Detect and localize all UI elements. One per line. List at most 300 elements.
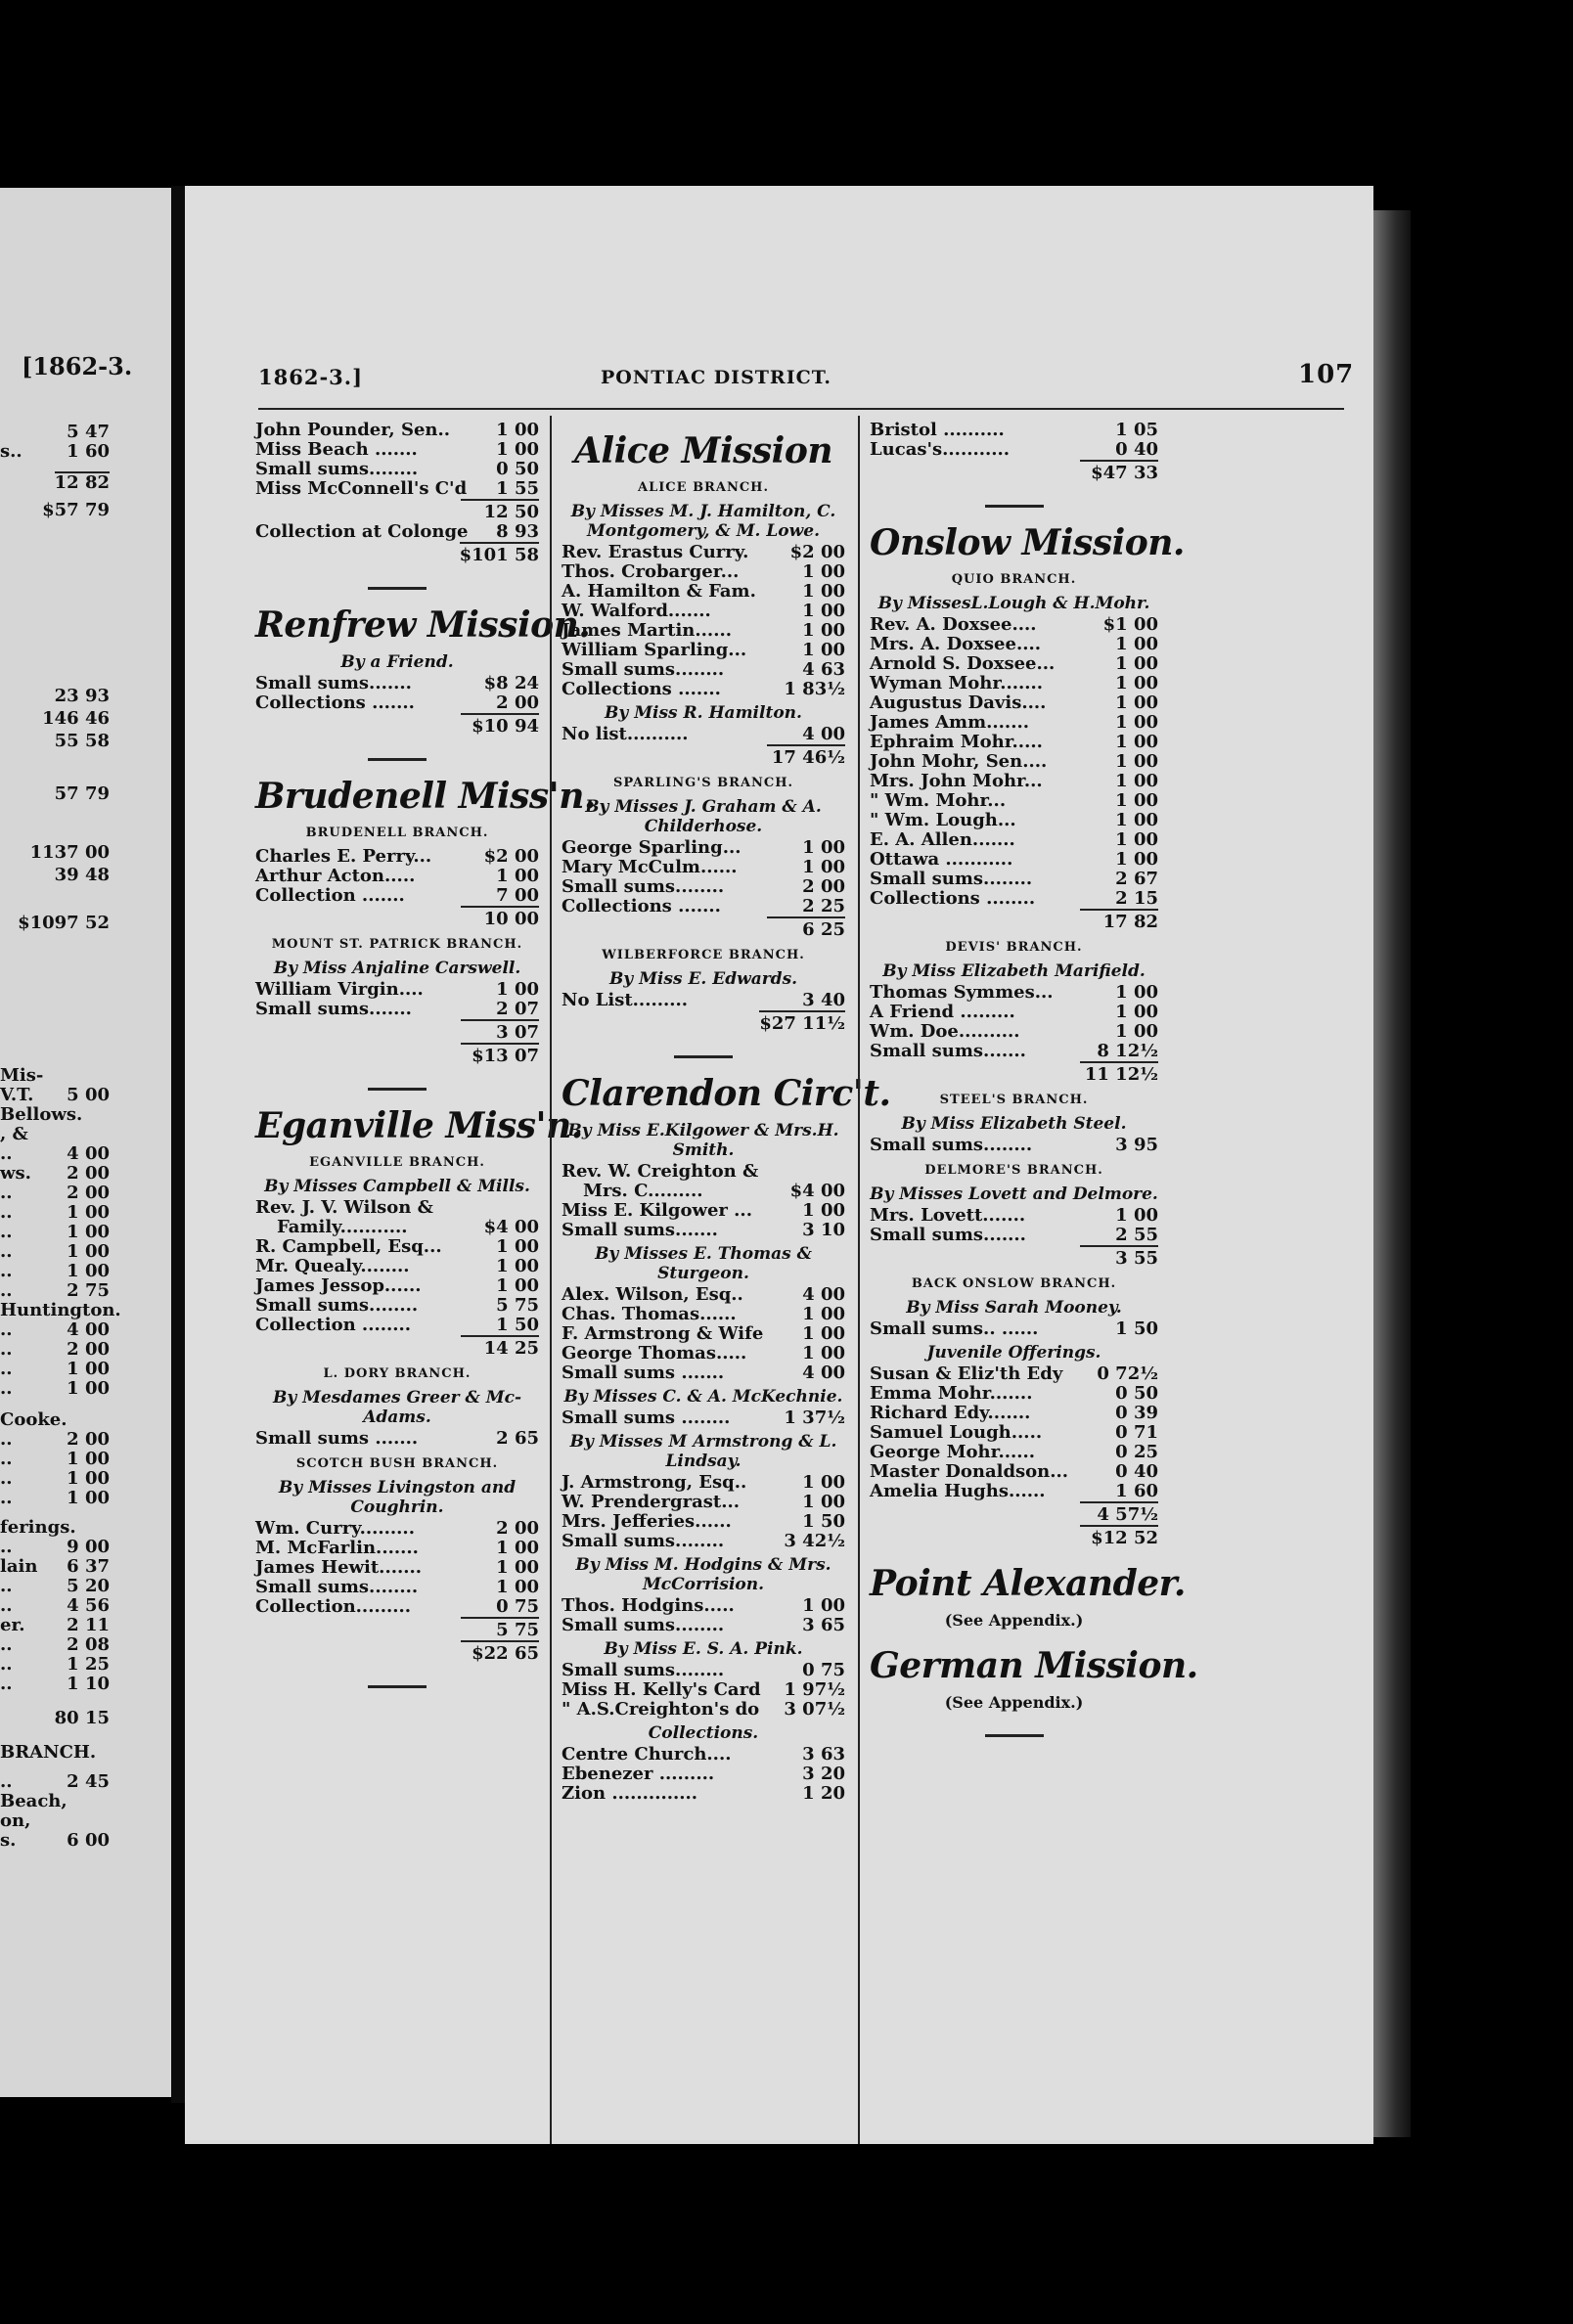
left-page-line [0,471,110,493]
left-page-line [0,1489,110,1508]
entry-amount: 2 00 [496,693,539,713]
entry-amount: 1 00 [1115,810,1158,830]
subtotal-amount: 5 75 [461,1617,539,1640]
entry-name: Ebenezer ......... [562,1764,715,1784]
entry-row [870,421,1158,440]
entry-amount: 5 75 [496,1295,539,1316]
entry-amount: 1 20 [802,1783,845,1804]
branch-heading: BACK ONSLOW BRANCH. [911,1276,1117,1291]
left-line-text: lain [0,1556,38,1577]
left-page-line [0,1410,110,1430]
entry-name: Small sums....... [870,1225,1026,1245]
collector-line: By a Friend. [340,652,454,672]
entry-amount: 1 00 [1115,634,1158,654]
entry-amount: 1 00 [1115,982,1158,1003]
entry-name: Collections ....... [255,693,415,713]
entry-amount: 1 00 [802,837,845,858]
entry-name: Miss H. Kelly's Card [562,1679,761,1700]
branch-heading: STEEL'S BRANCH. [939,1093,1089,1107]
subtotal-row [562,744,845,768]
left-line-value: 2 00 [67,1429,110,1450]
mission-title: Clarendon Circ't. [562,1073,891,1114]
left-line-text: s. [0,1830,17,1851]
entry-name: Wyman Mohr....... [870,673,1044,693]
subtotal-amount: $13 07 [461,1043,539,1066]
entry-amount: 0 40 [1115,439,1158,460]
entry-amount: 1 00 [802,857,845,877]
subtotal-row [562,1010,845,1034]
entry-amount: 1 00 [496,979,539,1000]
entry-amount: $8 24 [483,673,539,693]
left-line-value: 12 82 [54,472,110,493]
branch-heading: BRUDENELL BRANCH. [305,826,489,840]
left-page-line [0,1450,110,1469]
mission-title: Eganville Miss'n. [255,1105,583,1146]
subtotal-amount: 3 07 [461,1019,539,1043]
entry-row [255,847,539,867]
left-page-line [0,1709,110,1728]
left-line-value: 4 56 [67,1595,110,1616]
entry-name: Zion .............. [562,1783,698,1804]
entry-name: William Virgin.... [255,979,424,1000]
appendix-note: (See Appendix.) [944,1693,1084,1712]
entry-row [255,1218,539,1237]
branch-heading: QUIO BRANCH. [951,572,1077,587]
left-line-value: 1 00 [67,1202,110,1223]
entry-name: Arnold S. Doxsee... [870,653,1056,674]
entry-amount: 8 12½ [1097,1041,1158,1061]
entry-name: Susan & Eliz'th Edy [870,1363,1063,1384]
entry-row [870,1136,1158,1155]
left-page-line [0,1518,110,1538]
left-line-text: .. [0,1674,13,1694]
entry-amount: 1 00 [1115,1205,1158,1226]
branch-heading: EGANVILLE BRANCH. [309,1155,485,1170]
left-page-line [0,1184,110,1203]
mission-title: Brudenell Miss'n. [255,776,596,817]
left-line-text: ferings. [0,1517,76,1538]
entry-row [255,980,539,1000]
left-line-value: 4 00 [67,1143,110,1164]
left-page-line [0,423,110,442]
collector-line: By Misses Livingston and Coughrin. [278,1478,517,1517]
entry-row [255,460,539,479]
branch-heading: WILBERFORCE BRANCH. [602,948,805,962]
left-page-line [0,1223,110,1242]
left-line-value: 9 00 [67,1537,110,1557]
page-edge [1373,210,1411,2137]
branch-heading: MOUNT ST. PATRICK BRANCH. [271,937,523,952]
entry-row [562,1616,845,1635]
left-line-value: 1 00 [67,1378,110,1399]
entry-row [255,421,539,440]
entry-name: Mrs. Jefferies...... [562,1511,732,1532]
book-gutter [171,186,185,2103]
left-page-line [0,1577,110,1596]
entry-row [562,1408,845,1428]
entry-row [870,1384,1158,1404]
entry-row [562,1661,845,1680]
entry-name: Wm. Doe.......... [870,1021,1020,1042]
entry-amount: 1 00 [1115,771,1158,791]
entry-name: George Mohr...... [870,1442,1036,1462]
subtotal-row [255,1335,539,1359]
section-divider [368,1685,427,1688]
entry-name: Richard Edy....... [870,1403,1031,1423]
mission-title: Renfrew Mission. [255,604,591,646]
left-line-text: .. [0,1771,13,1792]
entry-row [870,772,1158,791]
entry-amount: 1 55 [496,478,539,499]
entry-name: Small sums....... [255,999,412,1019]
left-line-text: on, [0,1810,31,1831]
mission-title: Onslow Mission. [870,522,1185,563]
left-page-line [0,1105,110,1125]
entry-amount: 1 97½ [784,1679,845,1700]
left-line-text: .. [0,1595,13,1616]
left-line-text: .. [0,1468,13,1489]
entry-amount: 4 63 [802,659,845,680]
left-line-value: 2 08 [67,1634,110,1655]
collector-line: By Miss E. Edwards. [608,969,798,989]
left-line-text: ws. [0,1163,31,1184]
entry-row [870,830,1158,850]
entry-name: Miss McConnell's C'd [255,478,468,499]
entry-name: Small sums........ [562,1660,725,1680]
entry-row [562,1182,845,1201]
entry-amount: 1 00 [496,1275,539,1296]
entry-row [562,543,845,562]
entry-name: " Wm. Mohr... [870,790,1007,811]
left-line-value: 5 47 [67,422,110,442]
entry-amount: 1 00 [1115,673,1158,693]
subtotal-row [870,1501,1158,1525]
left-page-line [0,1831,110,1851]
left-line-value: 2 00 [67,1163,110,1184]
entry-row [870,693,1158,713]
left-page-line [0,1086,110,1105]
entry-amount: 1 00 [802,1343,845,1363]
left-line-value: 2 00 [67,1339,110,1360]
left-line-text: er. [0,1615,25,1635]
entry-amount: 1 83½ [784,679,845,699]
subtotal-amount: 12 50 [461,499,539,522]
left-page-line [0,1379,110,1399]
entry-amount: 1 00 [496,420,539,440]
entry-row [562,858,845,877]
entry-amount: 1 00 [496,1236,539,1257]
entry-amount: $1 00 [1102,614,1158,635]
left-line-value: 1 00 [67,1359,110,1379]
entry-amount: 1 00 [1115,790,1158,811]
left-line-text: s.. [0,441,22,462]
entry-name: Rev. A. Doxsee.... [870,614,1037,635]
left-page-header: [1862-3. [22,352,133,380]
left-page-line [0,1792,110,1811]
entry-row [255,479,539,499]
entry-row [255,1257,539,1276]
entry-name: Mrs. C......... [583,1181,703,1201]
section-divider [985,505,1044,508]
entry-amount: 1 50 [802,1511,845,1532]
entry-amount: $4 00 [789,1181,845,1201]
entry-amount: 0 75 [802,1660,845,1680]
subtotal-row [255,906,539,929]
entry-row [870,1462,1158,1482]
entry-amount: 0 39 [1115,1403,1158,1423]
left-page-line [0,1340,110,1360]
entry-row [255,522,539,542]
entry-row [562,1162,845,1182]
entry-name: Mary McCulm...... [562,857,738,877]
entry-amount: 1 00 [802,581,845,602]
left-line-value: 2 45 [67,1771,110,1792]
collector-line: By Mesdames Greer & Mc- Adams. [272,1388,522,1427]
entry-row [562,1324,845,1344]
left-page-line [0,1262,110,1281]
subtotal-amount: $22 65 [461,1640,539,1664]
entry-row [562,1784,845,1804]
entry-amount: 4 00 [802,724,845,744]
collector-line: By Miss R. Hamilton. [605,703,802,723]
left-line-text: .. [0,1359,13,1379]
entry-amount: $4 00 [483,1217,539,1237]
entry-row [870,1319,1158,1339]
entry-name: Small sums........ [562,1531,725,1551]
mission-title: German Mission. [870,1645,1198,1686]
entry-amount: 1 60 [1115,1481,1158,1501]
column-3 [870,420,1198,1749]
entry-amount: 1 00 [1115,1021,1158,1042]
left-line-text: .. [0,1537,13,1557]
left-page-line [0,1360,110,1379]
left-page-line [0,687,110,706]
mission-title: Point Alexander. [870,1563,1186,1604]
left-line-text: V.T. [0,1085,34,1105]
entry-name: Collections ........ [870,888,1036,909]
entry-amount [484,1198,539,1218]
left-line-value: 1 10 [67,1674,110,1694]
entry-amount: 1 00 [802,1492,845,1512]
entry-name: Mr. Quealy........ [255,1256,410,1276]
entry-amount: 3 65 [802,1615,845,1635]
page-number: 107 [1298,360,1355,389]
entry-row [562,1285,845,1305]
entry-amount: 3 42½ [784,1531,845,1551]
entry-name: George Sparling... [562,837,742,858]
left-line-text: Mis- [0,1065,44,1086]
left-line-value: 6 37 [67,1556,110,1577]
left-line-text: .. [0,1378,13,1399]
left-line-value: 2 00 [67,1183,110,1203]
entry-row [870,440,1158,460]
entry-row [562,562,845,582]
left-line-value: 1 00 [67,1468,110,1489]
entry-amount: 0 40 [1115,1461,1158,1482]
subtotal-row [870,909,1158,932]
left-page-line [0,1320,110,1340]
entry-row [870,1003,1158,1022]
left-line-value: 5 20 [67,1576,110,1596]
subtotal-row [255,1640,539,1664]
entry-row [870,1482,1158,1501]
entry-amount: 1 50 [496,1315,539,1335]
entry-amount: 3 07½ [784,1699,845,1720]
subtotal-row [255,499,539,522]
left-page-line [0,709,110,729]
entry-row [255,867,539,886]
entry-name: Small sums........ [255,459,419,479]
header-rule [258,408,1344,410]
branch-heading: ALICE BRANCH. [637,480,769,495]
entry-name: No List......... [562,990,689,1010]
entry-amount: 0 71 [1115,1422,1158,1443]
entry-name: Small sums........ [255,1577,419,1597]
entry-amount: 3 10 [802,1220,845,1240]
left-page-line [0,1066,110,1086]
entry-name: Thos. Crobarger... [562,561,740,582]
branch-heading: SCOTCH BUSH BRANCH. [295,1456,499,1471]
entry-row [562,1512,845,1532]
entry-name: Collection ........ [255,1315,412,1335]
entry-amount: 1 00 [1115,732,1158,752]
entry-name: No list.......... [562,724,689,744]
entry-row [870,674,1158,693]
left-line-value: 146 46 [42,708,110,729]
left-line-value: $1097 52 [18,913,110,933]
entry-row [255,1316,539,1335]
entry-name: James Amm....... [870,712,1030,733]
entry-amount: 2 25 [802,896,845,916]
entry-name: A. Hamilton & Fam. [562,581,756,602]
collector-line: By Misses Lovett and Delmore. [870,1184,1158,1204]
column-divider-1 [550,416,552,2144]
entry-amount: 2 67 [1115,869,1158,889]
entry-amount: 1 00 [1115,849,1158,870]
branch-heading: SPARLING'S BRANCH. [612,776,794,790]
entry-name: Collections ....... [562,896,721,916]
left-page-line [0,1743,110,1763]
entry-name: Small sums ........ [562,1408,731,1428]
entry-name: W. Prendergrast... [562,1492,741,1512]
entry-row [562,1680,845,1700]
column-divider-2 [858,416,860,2144]
collector-line: By Miss E.Kilgower & Mrs.H. Smith. [567,1121,839,1160]
entry-amount: 0 25 [1115,1442,1158,1462]
entry-amount: 3 40 [802,990,845,1010]
entry-amount: 1 00 [1115,693,1158,713]
entry-row [562,1344,845,1363]
entry-amount: 4 00 [802,1363,845,1383]
left-line-text: .. [0,1143,13,1164]
entry-amount: 1 00 [802,1472,845,1493]
entry-name: Chas. Thomas...... [562,1304,737,1324]
left-page-line [0,1675,110,1694]
left-line-value: 6 00 [67,1830,110,1851]
branch-heading: DEVIS' BRANCH. [945,940,1083,955]
subtotal-row [870,460,1158,483]
entry-row [562,660,845,680]
entry-amount: 1 50 [1115,1318,1158,1339]
left-line-text: BRANCH. [0,1742,97,1763]
left-line-text: .. [0,1488,13,1508]
left-page-line [0,1469,110,1489]
entry-name: Miss E. Kilgower ... [562,1200,752,1221]
book-page [185,186,1373,2144]
left-page-line [0,442,110,462]
entry-name: Small sums........ [870,869,1033,889]
entry-row [255,674,539,693]
entry-name: Small sums........ [255,1295,419,1316]
collector-line: Collections. [648,1723,759,1743]
entry-amount: 2 00 [496,1518,539,1539]
entry-row [562,1745,845,1765]
collector-line: By Misses C. & A. McKechnie. [563,1387,843,1407]
subtotal-amount: $47 33 [1080,460,1158,483]
entry-name: Rev. J. V. Wilson & [255,1197,433,1218]
left-line-value: 1 00 [67,1222,110,1242]
entry-amount: 1 00 [802,1595,845,1616]
entry-row [562,582,845,602]
entry-name: Ephraim Mohr..... [870,732,1043,752]
section-divider [674,1055,733,1058]
left-line-value: $57 79 [42,500,110,520]
entry-row [255,1429,539,1449]
entry-row [870,870,1158,889]
left-line-text: .. [0,1654,13,1675]
collector-line: By Miss E. S. A. Pink. [604,1639,803,1659]
entry-name: Samuel Lough..... [870,1422,1043,1443]
entry-name: R. Campbell, Esq... [255,1236,442,1257]
left-line-value: 57 79 [54,783,110,804]
entry-amount: 0 50 [496,459,539,479]
entry-amount: 1 00 [802,1304,845,1324]
entry-row [255,1296,539,1316]
left-line-text: Cooke. [0,1409,67,1430]
entry-name: Miss Beach ....... [255,439,418,460]
left-page-line [0,784,110,804]
entry-amount: 3 63 [802,1744,845,1765]
left-line-value: 2 75 [67,1280,110,1301]
left-line-text: .. [0,1634,13,1655]
running-head-left: 1862-3.] [258,365,364,389]
left-line-text: .. [0,1449,13,1469]
subtotal-row [870,1061,1158,1085]
entry-name: Small sums........ [870,1135,1033,1155]
left-page-line [0,1281,110,1301]
entry-name: James Jessop...... [255,1275,422,1296]
entry-name: James Hewit....... [255,1557,423,1578]
entry-name: Mrs. A. Doxsee.... [870,634,1042,654]
entry-row [870,1206,1158,1226]
entry-name: James Martin...... [562,620,732,641]
left-page-line [0,1772,110,1792]
entry-row [255,440,539,460]
entry-row [870,1364,1158,1384]
entry-name: Collection......... [255,1596,412,1617]
left-line-text: Bellows. [0,1104,83,1125]
entry-row [870,1404,1158,1423]
entry-amount: 1 00 [802,1323,845,1344]
left-line-text: Beach, [0,1791,67,1811]
subtotal-amount: 11 12½ [1080,1061,1158,1085]
entry-name: John Pounder, Sen.. [255,420,451,440]
entry-name: Small sums........ [562,1615,725,1635]
entry-row [562,641,845,660]
entry-row [870,889,1158,909]
entry-amount: 3 95 [1115,1135,1158,1155]
entry-amount: 1 00 [496,1557,539,1578]
